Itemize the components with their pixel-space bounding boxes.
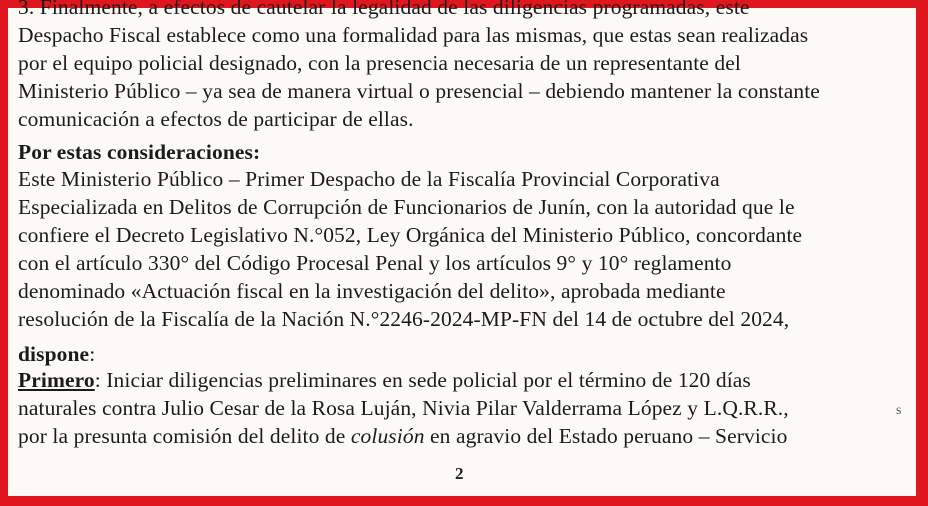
primero-line bbox=[18, 368, 751, 393]
page-number: 2 bbox=[455, 464, 464, 483]
dispone-colon: : bbox=[89, 342, 96, 366]
text-line: comunicación a efectos de participar de ellas. bbox=[18, 107, 414, 131]
dispone-label: dispone bbox=[18, 342, 90, 366]
text-line: 3. Finalmente, a efectos de cautelar la legalidad de las diligencias programadas, este bbox=[18, 0, 750, 19]
text-span: en agravio del Estado peruano – Servicio bbox=[424, 424, 788, 448]
italic-term: colusión bbox=[350, 424, 425, 448]
text-line: resolución de la Fiscalía de la Nación N.°2246-2024-MP-FN del 14 de octubre del 2024, bbox=[18, 307, 790, 331]
text-line: Despacho Fiscal establece como una formalidad para las mismas, que estas sean realizadas bbox=[18, 23, 809, 47]
text-line: con el artículo 330° del Código Procesal Penal y los artículos 9° y 10° reglamento bbox=[18, 251, 732, 275]
section-heading: Por estas consideraciones: bbox=[18, 140, 261, 164]
text-line: denominado «Actuación fiscal en la investigación del delito», aprobada mediante bbox=[18, 279, 726, 303]
document-page bbox=[8, 0, 916, 496]
primero-label: Primero bbox=[18, 368, 95, 392]
text-line: por el equipo policial designado, con la presencia necesaria de un representante del bbox=[18, 51, 741, 75]
stray-mark: s bbox=[896, 403, 902, 418]
text-line: confiere el Decreto Legislativo N.°052, Ley Orgánica del Ministerio Público, concordante bbox=[18, 223, 803, 247]
dispone-line bbox=[18, 342, 95, 367]
last-line bbox=[18, 424, 787, 449]
text-span: por la presunta comisión del delito de bbox=[18, 424, 351, 448]
primero-text: : Iniciar diligencias preliminares en sede policial por el término de 120 días bbox=[94, 368, 751, 392]
text-line: Ministerio Público – ya sea de manera virtual o presencial – debiendo mantener la constante bbox=[18, 79, 820, 103]
text-line: Especializada en Delitos de Corrupción de Funcionarios de Junín, con la autoridad que le bbox=[18, 195, 795, 219]
text-line: Este Ministerio Público – Primer Despacho de la Fiscalía Provincial Corporativa bbox=[18, 167, 720, 191]
text-line: naturales contra Julio Cesar de la Rosa Luján, Nivia Pilar Valderrama López y L.Q.R.R., bbox=[18, 396, 789, 420]
